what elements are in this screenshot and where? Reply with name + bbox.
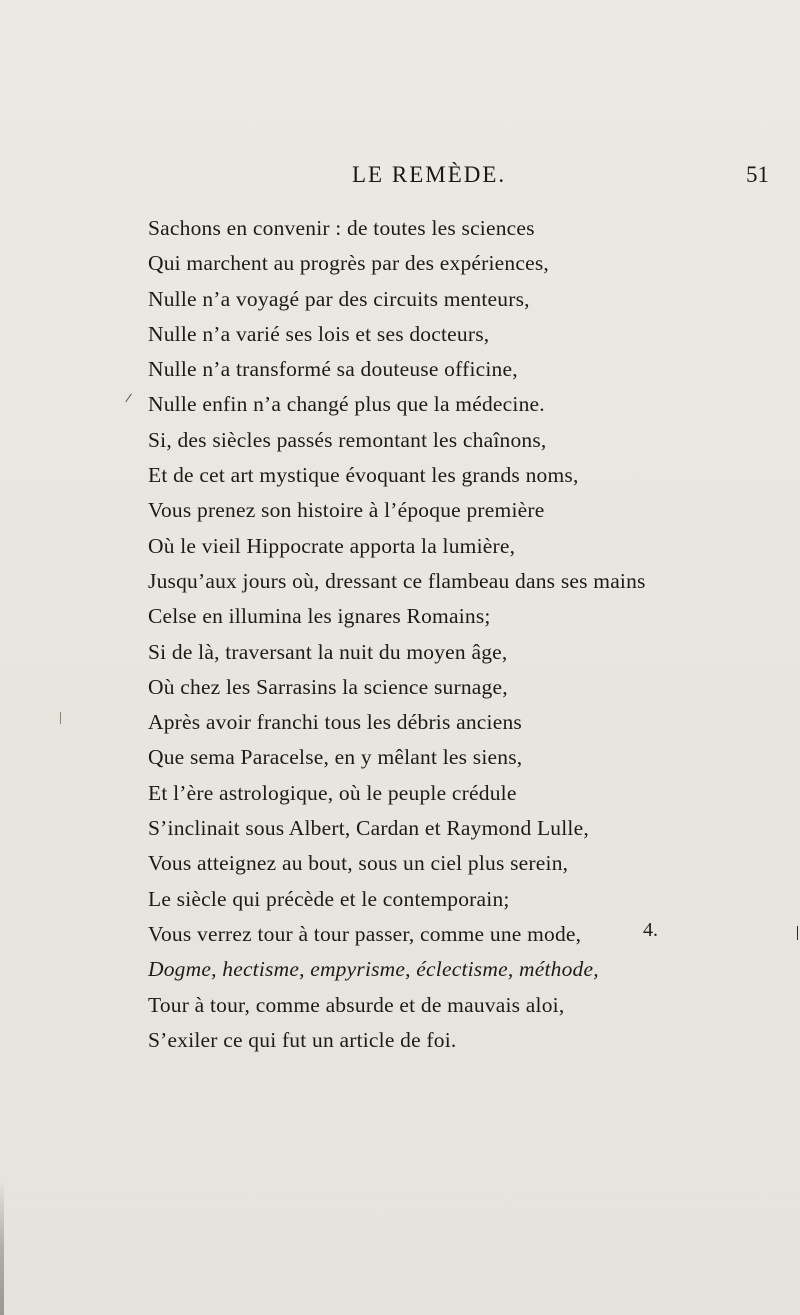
verse-line: Et de cet art mystique évoquant les grands noms, [148,463,579,488]
verse-line: Et l’ère astrologique, où le peuple crédule [148,780,517,805]
verse-line: Tour à tour, comme absurde et de mauvais aloi, [148,992,565,1017]
verse-line: Si de là, traversant la nuit du moyen âge, [148,639,508,664]
verse-line: Nulle enfin n’a changé plus que la médecine. [148,392,545,417]
print-mark [60,712,61,724]
verse-line: Qui marchent au progrès par des expériences, [148,251,550,276]
verse-line: Vous atteignez au bout, sous un ciel plus serein, [148,851,569,876]
signature-mark: 4. [643,919,658,941]
page-edge-shadow [0,1180,4,1315]
verse-line: Vous verrez tour à tour passer, comme une mode, [148,921,582,946]
verse-line: Nulle n’a transformé sa douteuse officine, [148,357,518,382]
page-number: 51 [746,162,769,187]
verse-line: Jusqu’aux jours où, dressant ce flambeau dans ses mains [148,568,646,593]
verse-line: Où le vieil Hippocrate apporta la lumière, [148,533,516,558]
verse-line: S’exiler ce qui fut un article de foi. [148,1027,457,1052]
verse-line: Vous prenez son histoire à l’époque première [148,498,545,523]
verse-line: Nulle n’a varié ses lois et ses docteurs, [148,321,490,346]
verse-line: Sachons en convenir : de toutes les sciences [148,216,535,240]
print-mark [797,926,798,940]
verse-line: Après avoir franchi tous les débris anciens [148,710,522,735]
verse-line: S’inclinait sous Albert, Cardan et Raymond Lulle, [148,816,589,841]
poem-body [148,211,768,1058]
verse-line: Nulle n’a voyagé par des circuits menteurs, [148,286,530,311]
print-mark [125,394,132,403]
verse-line: Si, des siècles passés remontant les chaînons, [148,427,547,452]
verse-line-italic: Dogme, hectisme, empyrisme, éclectisme, méthode, [148,957,599,982]
verse-line: Où chez les Sarrasins la science surnage, [148,674,508,699]
verse-line: Que sema Paracelse, en y mêlant les siens, [148,745,523,770]
running-title: LE REMÈDE. [352,162,507,187]
verse-line: Le siècle qui précède et le contemporain; [148,886,510,911]
verse-line: Celse en illumina les ignares Romains; [148,604,491,629]
running-head [0,162,800,192]
